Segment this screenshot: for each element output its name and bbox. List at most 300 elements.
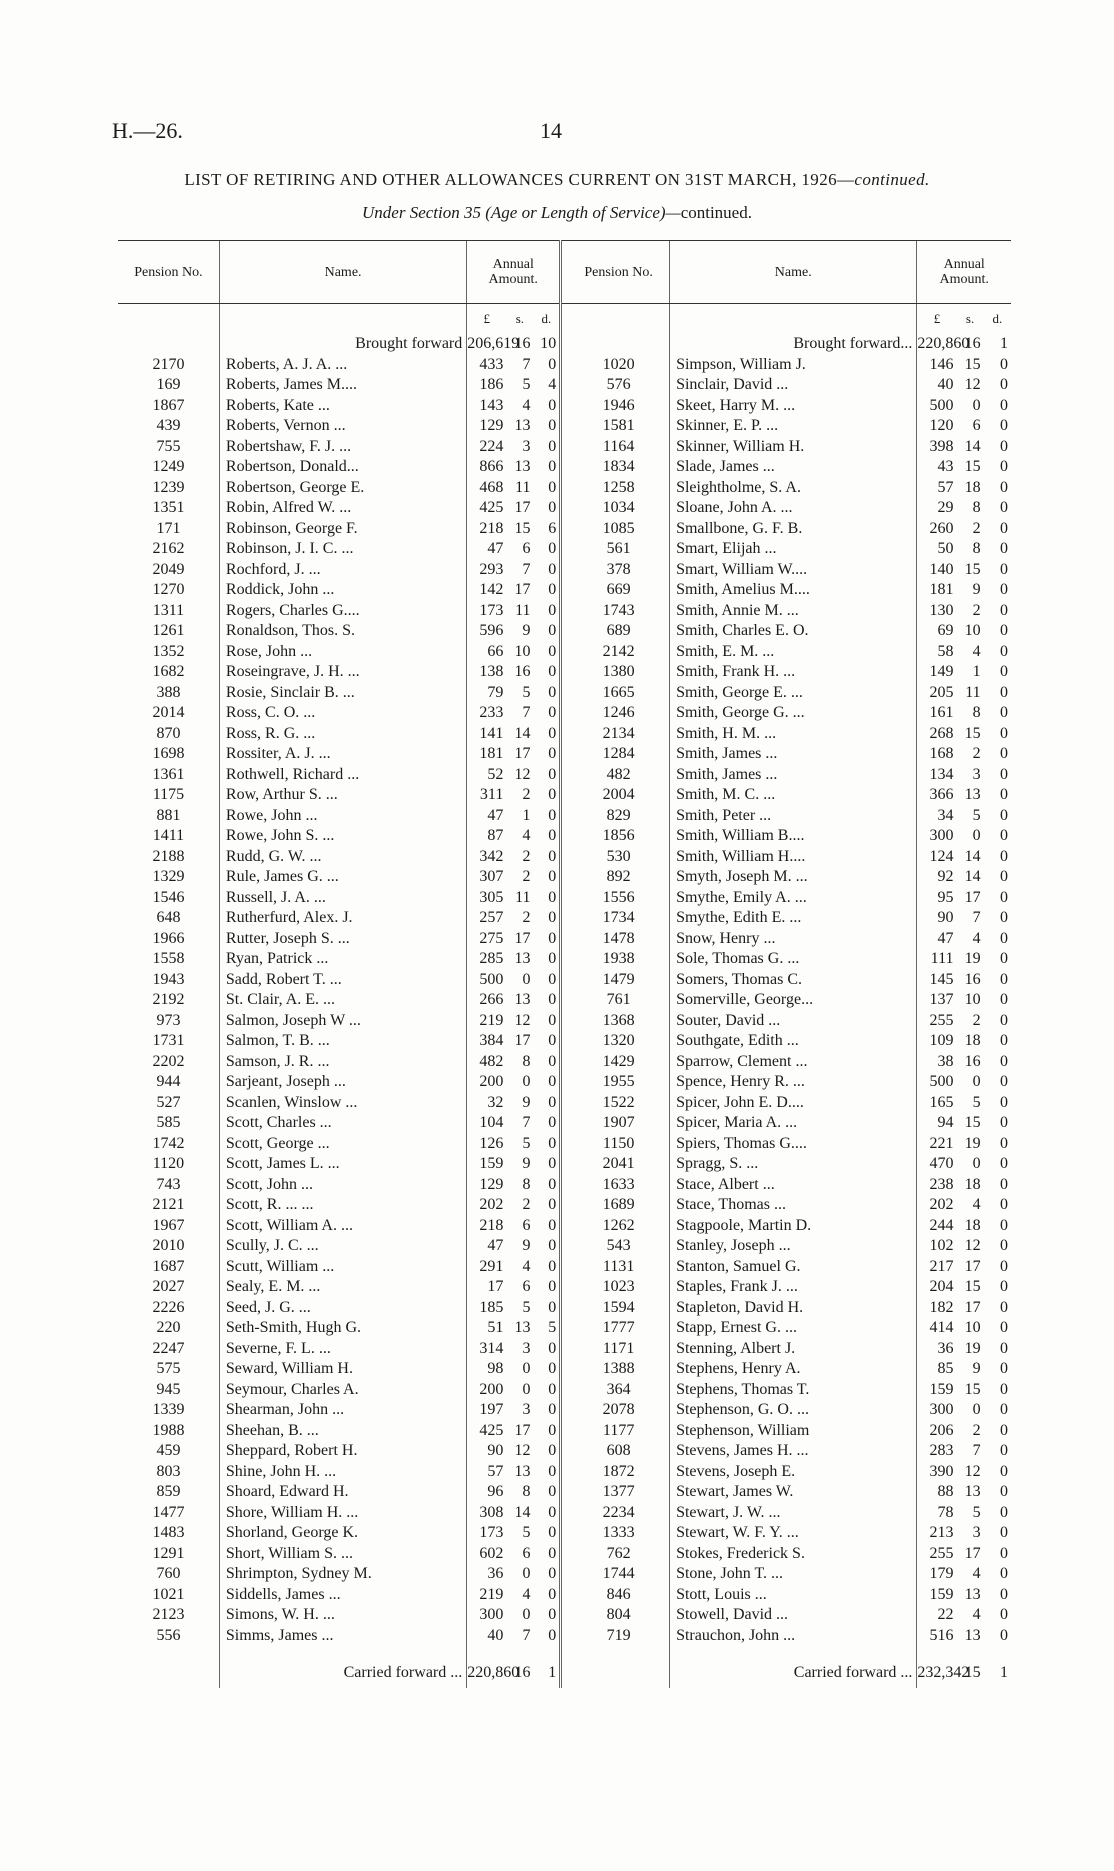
pension-number: 1581	[602, 417, 635, 434]
pension-number: 2010	[152, 1237, 185, 1254]
pensioner-name: Smythe, Emily A. ...	[670, 888, 917, 909]
amount-pence: 0	[548, 1585, 557, 1603]
bf-pence: 10	[540, 335, 557, 352]
amount-pence: 0	[1000, 519, 1008, 537]
pensioner-name: Stokes, Frederick S.	[670, 1544, 917, 1565]
pensioner-name: Robinson, J. I. C. ...	[219, 539, 466, 560]
amount-pounds: 275	[467, 929, 507, 950]
table-row	[118, 1339, 1011, 1360]
amount-shillings: 1	[972, 663, 981, 680]
pensioner-name: Southgate, Edith ...	[670, 1031, 917, 1052]
pension-number: 1034	[602, 499, 635, 516]
amount-shillings: 15	[964, 1278, 981, 1295]
pension-number: 1558	[152, 950, 185, 967]
amount-shillings: 6	[522, 1544, 531, 1562]
amount-pounds: 314	[467, 1339, 507, 1360]
amount-pounds: 202	[917, 1195, 957, 1216]
amount-pence: 0	[548, 1196, 557, 1213]
amount-pounds: 40	[917, 375, 957, 396]
amount-shillings: 3	[972, 1524, 981, 1541]
header-amount-left: Annual Amount.	[467, 241, 561, 304]
amount-shillings: 11	[965, 683, 981, 701]
amount-shillings: 8	[972, 540, 981, 557]
amount-shillings: 9	[522, 1093, 531, 1111]
amount-pounds: 384	[467, 1031, 507, 1052]
pensioner-name: Scott, John ...	[219, 1175, 466, 1196]
amount-pounds: 238	[917, 1175, 957, 1196]
amount-shillings: 12	[514, 1442, 531, 1459]
table-row	[118, 621, 1011, 642]
pension-number: 1284	[602, 745, 635, 762]
pension-number: 1777	[602, 1319, 635, 1336]
amount-pounds: 390	[917, 1462, 957, 1483]
unit-pence: d.	[992, 311, 1003, 326]
amount-pounds: 79	[467, 683, 507, 704]
pensioner-name: Stagpoole, Martin D.	[670, 1216, 917, 1237]
amount-pence: 0	[548, 683, 557, 701]
pensioner-name: Rudd, G. W. ...	[219, 847, 466, 868]
pensioner-name: Shine, John H. ...	[219, 1462, 466, 1483]
pension-number: 1522	[602, 1093, 635, 1111]
pensioner-name: Somers, Thomas C.	[670, 970, 917, 991]
table-row	[118, 970, 1011, 991]
pensioner-name: Stewart, W. F. Y. ...	[670, 1523, 917, 1544]
amount-shillings: 13	[964, 1626, 981, 1644]
amount-pounds: 218	[467, 1216, 507, 1237]
table-row	[118, 1441, 1011, 1462]
amount-shillings: 14	[964, 437, 981, 455]
amount-pounds: 516	[917, 1626, 957, 1647]
cf-pence: 1	[548, 1664, 557, 1681]
amount-shillings: 14	[964, 847, 981, 865]
amount-shillings: 10	[514, 642, 531, 660]
pension-number: 892	[606, 868, 631, 885]
amount-shillings: 6	[522, 540, 531, 557]
pensioner-name: Stace, Albert ...	[670, 1175, 917, 1196]
pension-number: 169	[156, 376, 181, 393]
pensioner-name: Rose, John ...	[219, 642, 466, 663]
amount-pounds: 50	[917, 539, 957, 560]
pension-number: 1743	[602, 601, 635, 619]
pension-number: 482	[606, 765, 631, 783]
amount-pence: 0	[548, 1237, 557, 1254]
pension-number: 1546	[152, 888, 185, 906]
amount-pence: 0	[1000, 1052, 1008, 1070]
amount-shillings: 9	[972, 581, 981, 598]
amount-pence: 0	[1000, 1565, 1008, 1582]
pension-number: 1177	[602, 1421, 635, 1439]
amount-shillings: 8	[522, 1052, 531, 1070]
amount-pence: 0	[548, 437, 557, 455]
amount-pounds: 268	[917, 724, 957, 745]
pensioner-name: Shrimpton, Sydney M.	[219, 1564, 466, 1585]
amount-pence: 0	[1000, 1585, 1008, 1603]
amount-pounds: 29	[917, 498, 957, 519]
amount-pence: 0	[548, 765, 557, 783]
amount-shillings: 15	[964, 560, 981, 578]
amount-shillings: 4	[522, 827, 531, 844]
pensioner-name: Stewart, J. W. ...	[670, 1503, 917, 1524]
amount-pounds: 470	[917, 1154, 957, 1175]
amount-pence: 0	[548, 1093, 557, 1111]
pensioner-name: Roberts, A. J. A. ...	[219, 355, 466, 376]
amount-shillings: 15	[514, 519, 531, 537]
amount-pounds: 137	[917, 990, 957, 1011]
amount-shillings: 2	[522, 909, 531, 926]
pension-number: 1175	[152, 786, 185, 803]
amount-pounds: 285	[467, 949, 507, 970]
amount-pounds: 47	[917, 929, 957, 950]
amount-pence: 0	[1000, 355, 1008, 373]
pensioner-name: Sinclair, David ...	[670, 375, 917, 396]
pensioner-name: Skinner, E. P. ...	[670, 416, 917, 437]
amount-pence: 0	[1000, 1011, 1008, 1029]
pension-number: 1291	[152, 1544, 185, 1562]
amount-shillings: 10	[964, 1319, 981, 1336]
amount-pounds: 305	[467, 888, 507, 909]
pension-number: 1479	[602, 970, 635, 988]
unit-pounds: £	[467, 304, 507, 335]
amount-pounds: 182	[917, 1298, 957, 1319]
amount-pence: 0	[548, 1278, 557, 1295]
amount-pounds: 398	[917, 437, 957, 458]
amount-pounds: 17	[467, 1277, 507, 1298]
pension-number: 2121	[152, 1196, 185, 1213]
pension-number: 689	[606, 622, 631, 639]
subtitle-main: Under Section 35 (Age or Length of Service)—	[362, 203, 681, 222]
pensioner-name: Stephenson, G. O. ...	[670, 1400, 917, 1421]
bf-pounds: 220,860	[917, 334, 957, 355]
amount-shillings: 18	[964, 1175, 981, 1193]
table-row	[118, 1585, 1011, 1606]
pension-number: 2049	[152, 560, 185, 578]
amount-pence: 0	[1000, 950, 1008, 967]
pensioner-name: Souter, David ...	[670, 1011, 917, 1032]
amount-shillings: 0	[522, 1073, 531, 1090]
amount-shillings: 5	[972, 1503, 981, 1521]
amount-shillings: 4	[522, 396, 531, 414]
pensioner-name: Sheehan, B. ...	[219, 1421, 466, 1442]
amount-shillings: 15	[964, 1114, 981, 1131]
amount-pounds: 52	[467, 765, 507, 786]
amount-pounds: 218	[467, 519, 507, 540]
cf-pounds: 232,342	[917, 1658, 957, 1688]
amount-pounds: 36	[467, 1564, 507, 1585]
amount-shillings: 0	[522, 1606, 531, 1623]
pensioner-name: Smythe, Edith E. ...	[670, 908, 917, 929]
pension-number: 1361	[152, 765, 185, 783]
pension-number: 2123	[152, 1606, 185, 1623]
title-main: LIST OF RETIRING AND OTHER ALLOWANCES CURRENT ON 31ST MARCH, 1926—	[184, 170, 855, 189]
pensioner-name: Rogers, Charles G....	[219, 601, 466, 622]
amount-pounds: 96	[467, 1482, 507, 1503]
amount-pounds: 181	[917, 580, 957, 601]
pensioner-name: Ryan, Patrick ...	[219, 949, 466, 970]
table-row	[118, 1400, 1011, 1421]
amount-pence: 0	[1000, 1237, 1008, 1254]
pension-number: 829	[606, 806, 631, 824]
amount-pence: 0	[1000, 1544, 1008, 1562]
table-row	[118, 1277, 1011, 1298]
pensioner-name: Strauchon, John ...	[670, 1626, 917, 1647]
pension-number: 719	[606, 1626, 631, 1644]
pensioner-name: Smith, Charles E. O.	[670, 621, 917, 642]
amount-pounds: 143	[467, 396, 507, 417]
amount-shillings: 8	[522, 1483, 531, 1500]
amount-pence: 0	[1000, 1278, 1008, 1295]
carried-forward-label: Carried forward ...	[670, 1658, 917, 1688]
amount-pounds: 219	[467, 1011, 507, 1032]
amount-shillings: 13	[514, 458, 531, 475]
table-row	[118, 1503, 1011, 1524]
pension-number: 859	[156, 1483, 181, 1500]
table-row	[118, 478, 1011, 499]
pensioner-name: Smith, Frank H. ...	[670, 662, 917, 683]
header-name-left: Name.	[219, 241, 466, 304]
amount-pence: 0	[1000, 417, 1008, 434]
table-row	[118, 580, 1011, 601]
pension-number: 1023	[602, 1278, 635, 1295]
pensioner-name: Seymour, Charles A.	[219, 1380, 466, 1401]
amount-shillings: 5	[522, 376, 531, 393]
amount-pence: 0	[1000, 1093, 1008, 1111]
pension-number: 1261	[152, 622, 185, 639]
amount-pence: 0	[548, 1360, 557, 1377]
pensioner-name: Severne, F. L. ...	[219, 1339, 466, 1360]
amount-pounds: 34	[917, 806, 957, 827]
pension-number: 2192	[152, 991, 185, 1008]
amount-shillings: 14	[514, 724, 531, 742]
pension-number: 388	[156, 683, 181, 701]
amount-shillings: 13	[964, 1585, 981, 1603]
pensioner-name: Somerville, George...	[670, 990, 917, 1011]
pension-number: 944	[156, 1073, 181, 1090]
amount-pounds: 149	[917, 662, 957, 683]
amount-pounds: 87	[467, 826, 507, 847]
table-row	[118, 601, 1011, 622]
amount-shillings: 17	[514, 581, 531, 598]
table-header	[118, 241, 1011, 304]
pension-number: 1689	[602, 1196, 635, 1213]
amount-pounds: 140	[917, 560, 957, 581]
amount-shillings: 4	[972, 1196, 981, 1213]
amount-shillings: 14	[964, 868, 981, 885]
amount-pounds: 468	[467, 478, 507, 499]
units-row	[118, 304, 1011, 335]
bf-pence: 1	[1000, 335, 1008, 352]
pension-number: 1150	[602, 1134, 635, 1152]
table-row	[118, 1257, 1011, 1278]
pension-number: 439	[156, 417, 181, 434]
amount-pence: 0	[1000, 806, 1008, 824]
amount-shillings: 0	[972, 396, 981, 414]
pensioner-name: Seed, J. G. ...	[219, 1298, 466, 1319]
amount-pence: 0	[1000, 1421, 1008, 1439]
pension-number: 585	[156, 1114, 181, 1131]
table-row	[118, 1195, 1011, 1216]
pensioner-name: Rutherfurd, Alex. J.	[219, 908, 466, 929]
amount-pounds: 202	[467, 1195, 507, 1216]
pensioner-name: Stevens, Joseph E.	[670, 1462, 917, 1483]
pensioner-name: Roberts, Vernon ...	[219, 416, 466, 437]
amount-shillings: 0	[522, 1565, 531, 1582]
pensioner-name: Scully, J. C. ...	[219, 1236, 466, 1257]
pension-number: 1120	[152, 1155, 185, 1172]
amount-shillings: 14	[514, 1503, 531, 1521]
table-row	[118, 1462, 1011, 1483]
amount-pounds: 300	[467, 1605, 507, 1626]
pensioner-name: Scutt, William ...	[219, 1257, 466, 1278]
amount-pence: 0	[1000, 1175, 1008, 1193]
pensioner-name: Shearman, John ...	[219, 1400, 466, 1421]
unit-pounds: £	[917, 304, 957, 335]
table-row	[118, 1626, 1011, 1647]
amount-shillings: 2	[522, 1196, 531, 1213]
pensioner-name: Russell, J. A. ...	[219, 888, 466, 909]
pension-number: 2134	[602, 724, 635, 742]
amount-pounds: 92	[917, 867, 957, 888]
amount-pence: 0	[548, 806, 557, 824]
pensioner-name: Short, William S. ...	[219, 1544, 466, 1565]
pension-number: 1021	[152, 1585, 185, 1603]
amount-pounds: 414	[917, 1318, 957, 1339]
amount-shillings: 0	[972, 1155, 981, 1172]
pension-number: 459	[156, 1442, 181, 1459]
pensioner-name: Scott, Charles ...	[219, 1113, 466, 1134]
table-row	[118, 416, 1011, 437]
amount-pounds: 161	[917, 703, 957, 724]
pensioner-name: Roddick, John ...	[219, 580, 466, 601]
pensioner-name: Roseingrave, J. H. ...	[219, 662, 466, 683]
brought-forward-label: Brought forward...	[670, 334, 917, 355]
amount-pence: 0	[1000, 1073, 1008, 1090]
amount-pence: 5	[548, 1319, 557, 1336]
amount-pounds: 109	[917, 1031, 957, 1052]
amount-shillings: 4	[972, 929, 981, 947]
pension-number: 1411	[152, 827, 185, 844]
amount-pence: 0	[548, 1544, 557, 1562]
amount-shillings: 18	[964, 1032, 981, 1049]
pensioner-name: Simms, James ...	[219, 1626, 466, 1647]
amount-pounds: 307	[467, 867, 507, 888]
amount-pence: 0	[1000, 581, 1008, 598]
table-row	[118, 1113, 1011, 1134]
amount-pence: 4	[548, 376, 557, 393]
pensioner-name: Smart, Elijah ...	[670, 539, 917, 560]
amount-pence: 0	[1000, 1298, 1008, 1316]
pensioner-name: Shorland, George K.	[219, 1523, 466, 1544]
amount-pounds: 300	[917, 826, 957, 847]
amount-shillings: 0	[522, 1380, 531, 1398]
amount-shillings: 9	[522, 1237, 531, 1254]
pension-number: 561	[606, 540, 631, 557]
amount-shillings: 17	[964, 1257, 981, 1275]
amount-shillings: 8	[522, 1175, 531, 1193]
pensioner-name: Smith, E. M. ...	[670, 642, 917, 663]
pensioner-name: Smith, H. M. ...	[670, 724, 917, 745]
pension-number: 1171	[602, 1339, 635, 1357]
pensioner-name: Simpson, William J.	[670, 355, 917, 376]
pensioner-name: Scott, R. ... ...	[219, 1195, 466, 1216]
amount-shillings: 13	[514, 1319, 531, 1336]
pensioner-name: Rowe, John S. ...	[219, 826, 466, 847]
pensioner-name: Smith, Amelius M....	[670, 580, 917, 601]
pensioner-name: Stanton, Samuel G.	[670, 1257, 917, 1278]
amount-shillings: 5	[972, 1093, 981, 1111]
pension-number: 576	[606, 376, 631, 393]
table-row	[118, 765, 1011, 786]
amount-pence: 0	[548, 1216, 557, 1234]
table-row	[118, 1093, 1011, 1114]
amount-pence: 0	[1000, 683, 1008, 701]
pension-number: 556	[156, 1626, 181, 1644]
amount-pounds: 129	[467, 416, 507, 437]
pensioner-name: Stewart, James W.	[670, 1482, 917, 1503]
amount-pence: 0	[1000, 827, 1008, 844]
pension-number: 1477	[152, 1503, 185, 1521]
table-row	[118, 1298, 1011, 1319]
pensioner-name: Spragg, S. ...	[670, 1154, 917, 1175]
amount-pence: 0	[548, 1626, 557, 1644]
amount-shillings: 2	[972, 745, 981, 762]
pension-number: 973	[156, 1011, 181, 1029]
pensioner-name: Stott, Louis ...	[670, 1585, 917, 1606]
amount-pence: 0	[548, 868, 557, 885]
pensioner-name: Sloane, John A. ...	[670, 498, 917, 519]
pension-number: 1085	[602, 519, 635, 537]
amount-pence: 0	[1000, 437, 1008, 455]
pension-number: 1131	[602, 1257, 635, 1275]
pension-number: 1907	[602, 1114, 635, 1131]
pension-number: 378	[606, 560, 631, 578]
table-row	[118, 1154, 1011, 1175]
amount-shillings: 12	[964, 1237, 981, 1254]
pensioner-name: Spence, Henry R. ...	[670, 1072, 917, 1093]
table-row	[118, 1031, 1011, 1052]
pension-number: 1262	[602, 1216, 635, 1234]
pension-number: 1867	[152, 396, 185, 414]
amount-pounds: 866	[467, 457, 507, 478]
amount-pence: 0	[548, 1565, 557, 1582]
amount-pounds: 66	[467, 642, 507, 663]
amount-pence: 0	[1000, 704, 1008, 721]
pension-number: 1594	[602, 1298, 635, 1316]
brought-forward-row	[118, 334, 1011, 355]
amount-shillings: 12	[964, 376, 981, 393]
amount-shillings: 17	[964, 888, 981, 906]
amount-shillings: 2	[522, 786, 531, 803]
pensioner-name: Simons, W. H. ...	[219, 1605, 466, 1626]
amount-pence: 0	[548, 827, 557, 844]
amount-pounds: 185	[467, 1298, 507, 1319]
amount-pounds: 120	[917, 416, 957, 437]
amount-pence: 0	[548, 1606, 557, 1623]
amount-shillings: 2	[522, 847, 531, 865]
unit-shillings: s.	[515, 311, 525, 326]
amount-pence: 0	[548, 458, 557, 475]
pension-number: 1698	[152, 745, 185, 762]
amount-pounds: 205	[917, 683, 957, 704]
pensioner-name: Row, Arthur S. ...	[219, 785, 466, 806]
pension-number: 2202	[152, 1052, 185, 1070]
pensioner-name: Ronaldson, Thos. S.	[219, 621, 466, 642]
amount-pounds: 173	[467, 601, 507, 622]
pension-number: 804	[606, 1606, 631, 1623]
pension-number: 1320	[602, 1032, 635, 1049]
pensioner-name: Smith, James ...	[670, 744, 917, 765]
amount-shillings: 12	[514, 765, 531, 783]
pension-number: 761	[606, 991, 631, 1008]
